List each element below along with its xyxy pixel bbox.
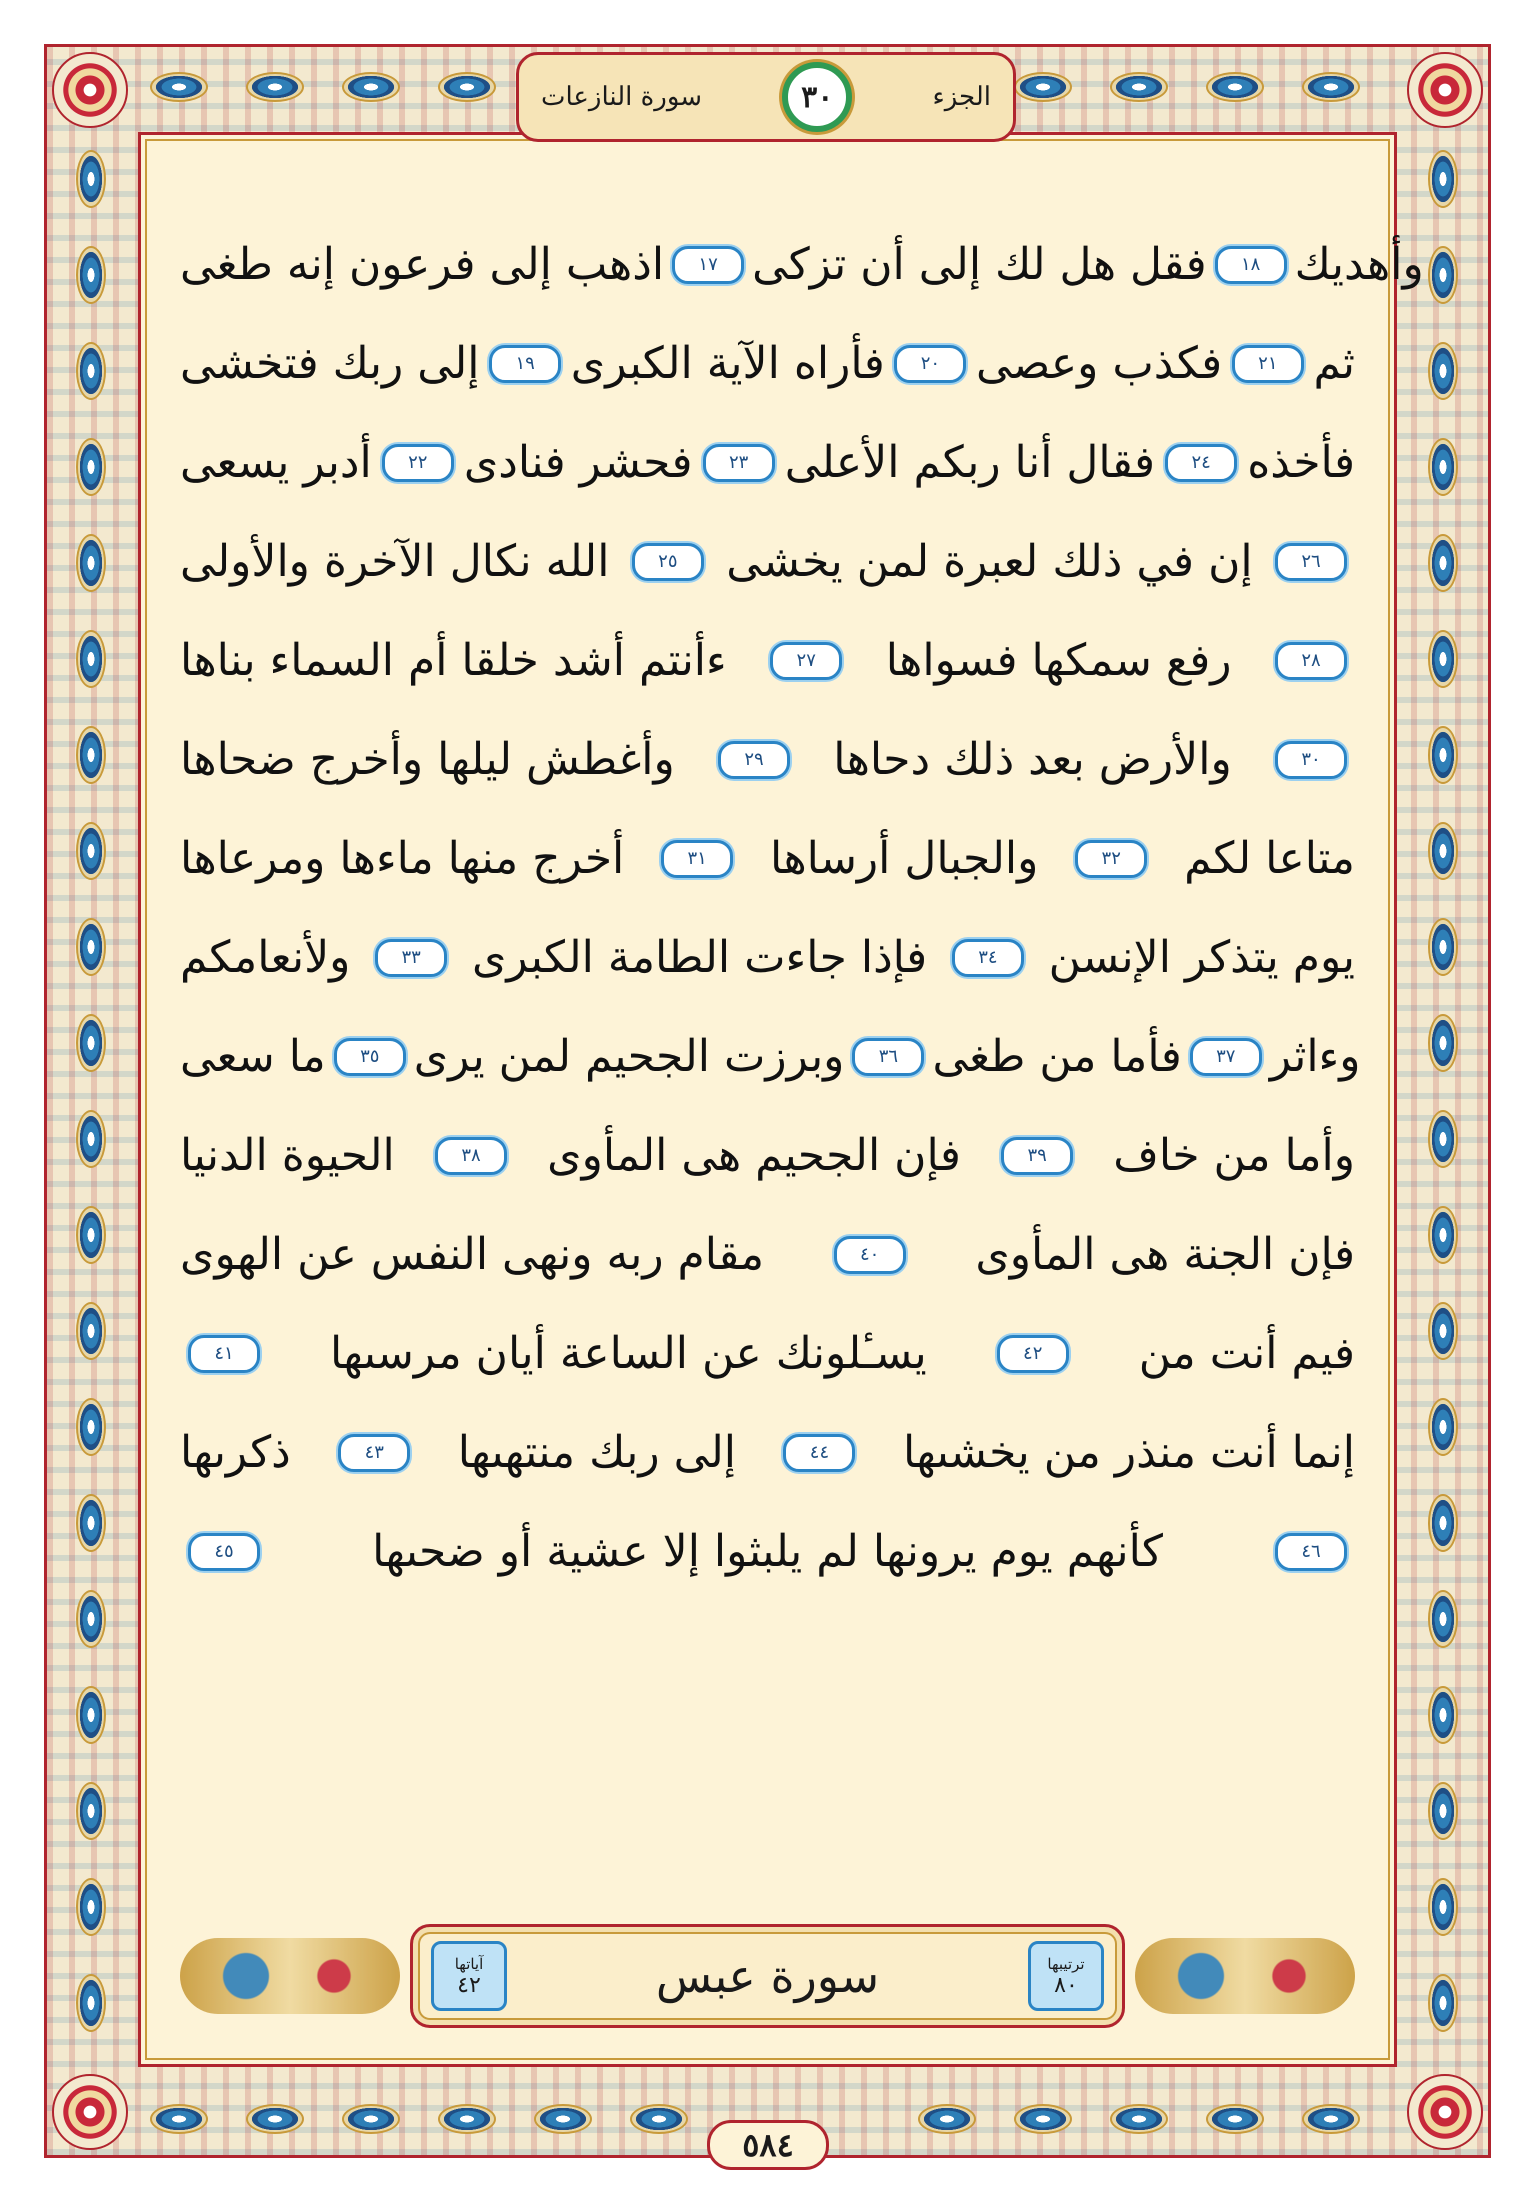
ayah-number-marker: ١٩ xyxy=(489,345,561,383)
border-medallion xyxy=(1428,1110,1458,1168)
text-line xyxy=(180,314,1355,413)
ayah-number-marker: ٣٨ xyxy=(435,1137,507,1175)
ayah-number-marker: ٣٧ xyxy=(1190,1038,1262,1076)
ayah-number-marker: ٤٣ xyxy=(338,1434,410,1472)
border-medallion xyxy=(1302,2104,1360,2134)
juz-number: ٣٠ xyxy=(801,79,834,115)
page-number: ٥٨٤ xyxy=(707,2120,829,2170)
ayah-number-marker: ٤٤ xyxy=(783,1434,855,1472)
ayah-number-marker: ٤٢ xyxy=(997,1335,1069,1373)
text-line xyxy=(180,710,1355,809)
ayah-number-marker: ٣٣ xyxy=(375,939,447,977)
border-medallion xyxy=(76,1206,106,1264)
juz-label: الجزء xyxy=(932,82,991,112)
border-medallion xyxy=(1014,2104,1072,2134)
verse-text: يوم يتذكر الإنسن xyxy=(1048,932,1355,983)
text-line xyxy=(180,1403,1355,1502)
border-medallion xyxy=(76,246,106,304)
border-medallion xyxy=(76,822,106,880)
border-medallion xyxy=(1428,534,1458,592)
border-medallion xyxy=(76,726,106,784)
text-line xyxy=(180,1106,1355,1205)
border-medallion xyxy=(1428,918,1458,976)
verse-text: ما سعى xyxy=(180,1031,326,1082)
ayah-number-marker: ٢٩ xyxy=(718,741,790,779)
border-medallion xyxy=(1428,630,1458,688)
border-medallion xyxy=(1428,1782,1458,1840)
border-medallion xyxy=(76,150,106,208)
border-medallion xyxy=(76,630,106,688)
banner-ornament-left xyxy=(180,1938,400,2014)
border-medallion xyxy=(76,438,106,496)
border-medallion xyxy=(1110,72,1168,102)
ayah-number-marker: ٣٦ xyxy=(852,1038,924,1076)
text-line xyxy=(180,1205,1355,1304)
text-line xyxy=(180,1304,1355,1403)
border-medallion xyxy=(76,1302,106,1360)
verse-text: ولأنعامكم xyxy=(180,932,351,983)
ayah-number-marker: ٣٩ xyxy=(1001,1137,1073,1175)
verse-text: ءأنتم أشد خلقا أم السماء بناها xyxy=(180,635,727,686)
border-medallion xyxy=(76,1110,106,1168)
ayah-number-marker: ٢٥ xyxy=(632,543,704,581)
page-header xyxy=(516,52,1016,142)
border-medallion xyxy=(1428,246,1458,304)
verse-text: وأهديك xyxy=(1294,239,1424,290)
text-line xyxy=(180,908,1355,1007)
ayah-number-marker: ٣٥ xyxy=(334,1038,406,1076)
verse-text: وءاثر xyxy=(1269,1031,1361,1082)
text-line xyxy=(180,1502,1355,1601)
ayah-number-marker: ٢٤ xyxy=(1165,444,1237,482)
ayah-number-marker: ٣١ xyxy=(661,840,733,878)
ayah-number-marker: ١٧ xyxy=(672,246,744,284)
surah-order-box xyxy=(1028,1941,1104,2011)
border-medallion xyxy=(1428,1590,1458,1648)
border-medallion xyxy=(1302,72,1360,102)
border-medallion xyxy=(918,2104,976,2134)
text-line xyxy=(180,413,1355,512)
verses-number: ٤٢ xyxy=(457,1972,481,1998)
ayah-number-marker: ٣٤ xyxy=(952,939,1024,977)
border-medallion xyxy=(1428,342,1458,400)
verse-text: يسـٔلونك عن الساعة أيان مرسىها xyxy=(330,1328,927,1379)
border-medallion xyxy=(1428,1878,1458,1936)
order-label: ترتيبها xyxy=(1047,1954,1085,1973)
verse-text: أخرج منها ماءها ومرعاها xyxy=(180,833,625,884)
verse-text: الله نكال الآخرة والأولى xyxy=(180,536,610,587)
verse-text: فكذب وعصى xyxy=(976,338,1223,389)
border-medallion xyxy=(438,2104,496,2134)
ayah-number-marker: ٤١ xyxy=(188,1335,260,1373)
verse-text: إن في ذلك لعبرة لمن يخشى xyxy=(726,536,1253,587)
border-medallion xyxy=(76,918,106,976)
text-line xyxy=(180,809,1355,908)
ayah-number-marker: ١٨ xyxy=(1215,246,1287,284)
border-medallion xyxy=(1428,822,1458,880)
border-medallion xyxy=(1428,438,1458,496)
border-medallion xyxy=(1428,1686,1458,1744)
ayah-number-marker: ٢٠ xyxy=(894,345,966,383)
verse-text: إنما أنت منذر من يخشىها xyxy=(902,1427,1355,1478)
border-medallion xyxy=(1428,1014,1458,1072)
border-medallion xyxy=(1428,1974,1458,2032)
border-medallion xyxy=(1428,1206,1458,1264)
text-line xyxy=(180,611,1355,710)
surah-banner xyxy=(410,1924,1125,2028)
verse-text: والأرض بعد ذلك دحاها xyxy=(833,734,1232,785)
verse-text-block xyxy=(180,215,1424,1601)
verse-text: فيم أنت من xyxy=(1138,1328,1355,1379)
border-medallion xyxy=(246,72,304,102)
border-medallion xyxy=(1428,1494,1458,1552)
surah-banner-area xyxy=(180,1918,1355,2034)
border-medallion xyxy=(438,72,496,102)
verse-text: فأراه الآية الكبرى xyxy=(570,338,885,389)
border-medallion xyxy=(1206,72,1264,102)
border-medallion xyxy=(150,2104,208,2134)
ayah-number-marker: ٢٨ xyxy=(1275,642,1347,680)
verse-text: ذكرىها xyxy=(180,1427,291,1478)
verse-text: الحيوة الدنيا xyxy=(180,1130,395,1181)
border-medallion xyxy=(342,72,400,102)
border-medallion xyxy=(1428,150,1458,208)
ayah-number-marker: ٢٢ xyxy=(382,444,454,482)
border-medallion xyxy=(76,342,106,400)
corner-rosette xyxy=(1407,52,1483,128)
border-medallion xyxy=(1206,2104,1264,2134)
border-medallion xyxy=(630,2104,688,2134)
border-medallion xyxy=(76,1014,106,1072)
verse-text: مقام ربه ونهى النفس عن الهوى xyxy=(180,1229,765,1280)
verse-text: ثم xyxy=(1313,338,1355,389)
verses-label: آياتها xyxy=(454,1954,484,1973)
verse-text: فقال أنا ربكم الأعلى xyxy=(784,437,1156,488)
banner-ornament-right xyxy=(1135,1938,1355,2014)
border-medallion xyxy=(1014,72,1072,102)
surah-name: سورة النازعات xyxy=(541,82,703,112)
border-medallion xyxy=(76,1590,106,1648)
corner-rosette xyxy=(52,2074,128,2150)
ayah-number-marker: ٤٠ xyxy=(834,1236,906,1274)
border-medallion xyxy=(76,1782,106,1840)
border-medallion xyxy=(76,1494,106,1552)
border-medallion xyxy=(76,1686,106,1744)
border-medallion xyxy=(1428,1302,1458,1360)
verse-text: فإذا جاءت الطامة الكبرى xyxy=(471,932,928,983)
corner-rosette xyxy=(52,52,128,128)
surah-title: سورة عبس xyxy=(655,1949,880,2003)
border-medallion xyxy=(76,1974,106,2032)
verse-text: فإن الجنة هى المأوى xyxy=(975,1229,1355,1280)
verse-text: وأما من خاف xyxy=(1113,1130,1355,1181)
ayah-number-marker: ٣٠ xyxy=(1275,741,1347,779)
border-medallion xyxy=(76,534,106,592)
border-medallion xyxy=(342,2104,400,2134)
ayah-number-marker: ٢٦ xyxy=(1275,543,1347,581)
border-medallion xyxy=(1428,726,1458,784)
juz-number-badge xyxy=(782,62,852,132)
ayah-number-marker: ٤٦ xyxy=(1275,1533,1347,1571)
verse-text: كأنهم يوم يرونها لم يلبثوا إلا عشية أو ضحىها xyxy=(372,1526,1163,1577)
verse-text: فأخذه xyxy=(1247,437,1355,488)
verse-text: إلى ربك منتهىها xyxy=(457,1427,736,1478)
ayah-number-marker: ٣٢ xyxy=(1075,840,1147,878)
border-medallion xyxy=(246,2104,304,2134)
verse-text: فأما من طغى xyxy=(932,1031,1182,1082)
order-number: ٨٠ xyxy=(1054,1972,1078,1998)
verse-text: أدبر يسعى xyxy=(180,437,372,488)
text-line xyxy=(180,512,1355,611)
text-line xyxy=(180,215,1424,314)
text-line xyxy=(180,1007,1361,1106)
verse-text: اذهب إلى فرعون إنه طغى xyxy=(180,239,665,290)
ayah-number-marker: ٤٥ xyxy=(188,1533,260,1571)
verses-count-box xyxy=(431,1941,507,2011)
verse-text: رفع سمكها فسواها xyxy=(885,635,1232,686)
verse-text: وبرزت الجحيم لمن يرى xyxy=(413,1031,845,1082)
border-medallion xyxy=(76,1398,106,1456)
ayah-number-marker: ٢٧ xyxy=(770,642,842,680)
border-medallion xyxy=(1428,1398,1458,1456)
border-medallion xyxy=(1110,2104,1168,2134)
verse-text: والجبال أرساها xyxy=(770,833,1039,884)
verse-text: وأغطش ليلها وأخرج ضحاها xyxy=(180,734,675,785)
ayah-number-marker: ٢٣ xyxy=(703,444,775,482)
verse-text: فإن الجحيم هى المأوى xyxy=(547,1130,961,1181)
border-medallion xyxy=(150,72,208,102)
ayah-number-marker: ٢١ xyxy=(1232,345,1304,383)
border-medallion xyxy=(534,2104,592,2134)
verse-text: إلى ربك فتخشى xyxy=(180,338,480,389)
verse-text: فحشر فنادى xyxy=(463,437,693,488)
verse-text: متاعا لكم xyxy=(1184,833,1355,884)
border-medallion xyxy=(76,1878,106,1936)
corner-rosette xyxy=(1407,2074,1483,2150)
verse-text: فقل هل لك إلى أن تزكى xyxy=(752,239,1207,290)
